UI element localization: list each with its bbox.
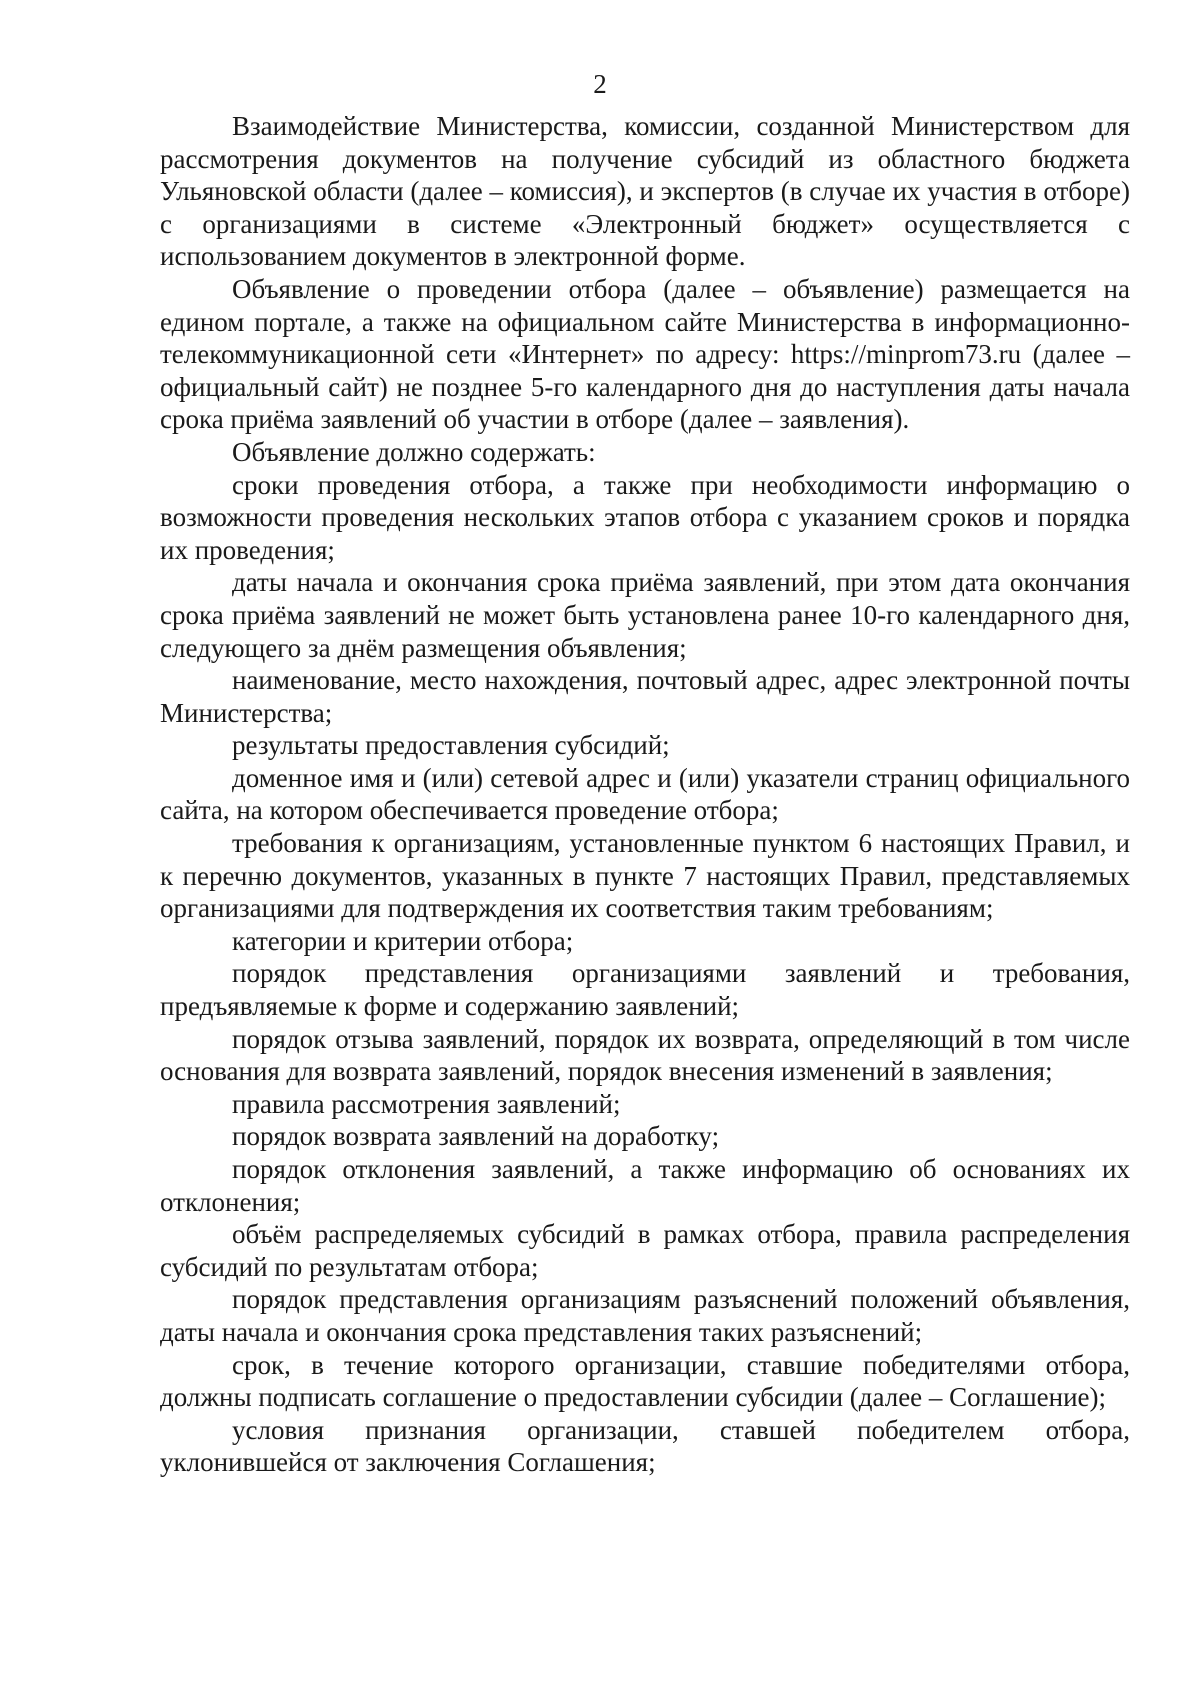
- list-item: категории и критерии отбора;: [232, 925, 574, 956]
- list-item: требования к организациям, установленные пунктом 6 настоящих Правил, и к перечню документов, указанных в пункте 7 настоящих Правил, представляемых организациями для подтверждения их соответствия таким требованиям;: [160, 828, 1130, 924]
- paragraph: Взаимодействие Министерства, комиссии, созданной Министерством для рассмотрения документов на получение субсидий из областного бюджета Ульяновской области (далее – комиссия), и экспертов (в случае их участия в отборе) с организациями в системе «Электронный бюджет» осуществляется с использованием документов в электронной форме.: [160, 111, 1130, 272]
- paragraph: Объявление должно содержать:: [232, 436, 596, 467]
- list-item: результаты предоставления субсидий;: [232, 730, 670, 761]
- list-item: порядок отклонения заявлений, а также информацию об основаниях их отклонения;: [160, 1154, 1130, 1217]
- list-item: объём распределяемых субсидий в рамках отбора, правила распределения субсидий по результатам отбора;: [160, 1219, 1130, 1282]
- list-item: даты начала и окончания срока приёма заявлений, при этом дата окончания срока приёма заявлений не может быть установлена ранее 10-го календарного дня, следующего за днём размещения объявления;: [160, 567, 1130, 663]
- list-item: наименование, место нахождения, почтовый адрес, адрес электронной почты Министерства;: [160, 665, 1130, 728]
- document-body: [160, 110, 1130, 1479]
- list-item: доменное имя и (или) сетевой адрес и (или) указатели страниц официального сайта, на котором обеспечивается проведение отбора;: [160, 762, 1130, 826]
- list-item: порядок возврата заявлений на доработку;: [232, 1121, 720, 1152]
- list-item: порядок отзыва заявлений, порядок их возврата, определяющий в том числе основания для возврата заявлений, порядок внесения изменений в заявления;: [160, 1023, 1130, 1087]
- list-item: сроки проведения отбора, а также при необходимости информацию о возможности проведения нескольких этапов отбора с указанием сроков и порядка их проведения;: [160, 469, 1130, 565]
- paragraph: Объявление о проведении отбора (далее – объявление) размещается на едином портале, а также на официальном сайте Министерства в информационно-телекоммуникационной сети «Интернет» по адресу: https://minprom73.ru (далее – официальный сайт) не позднее 5-го календарного дня до наступления даты начала срока приёма заявлений об участии в отборе (далее – заявления).: [160, 273, 1130, 435]
- page-number: 2: [593, 69, 607, 99]
- list-item: правила рассмотрения заявлений;: [232, 1088, 621, 1119]
- list-item: срок, в течение которого организации, ставшие победителями отбора, должны подписать соглашение о предоставлении субсидии (далее – Соглашение);: [160, 1349, 1130, 1413]
- list-item: порядок представления организациями заявлений и требования, предъявляемые к форме и содержанию заявлений;: [160, 958, 1130, 1022]
- list-item: порядок представления организациям разъяснений положений объявления, даты начала и окончания срока представления таких разъяснений;: [160, 1284, 1130, 1347]
- list-item: условия признания организации, ставшей победителем отбора, уклонившейся от заключения Соглашения;: [160, 1414, 1130, 1478]
